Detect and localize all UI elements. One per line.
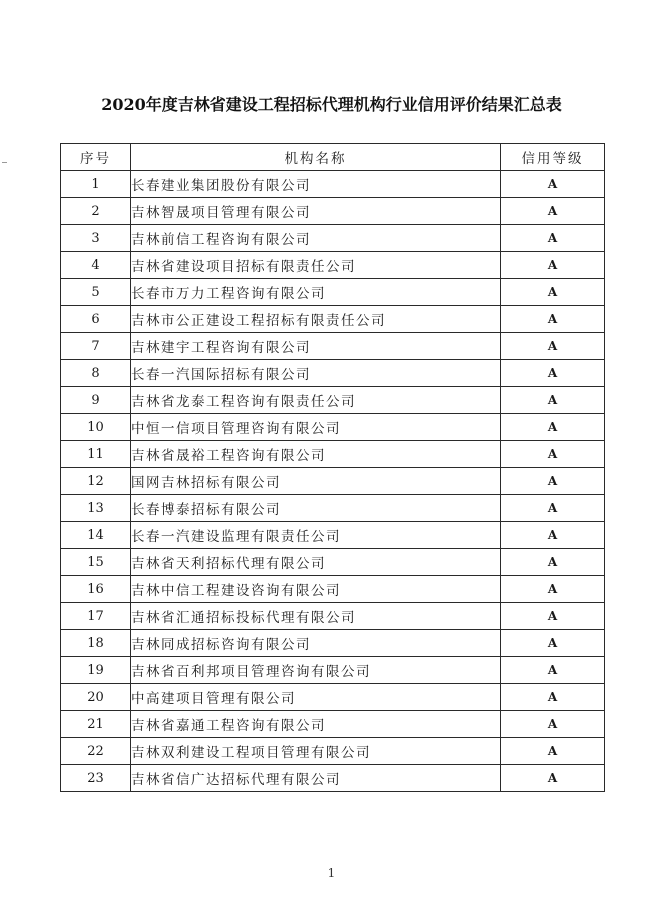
table-row [61, 657, 605, 684]
table-row [61, 630, 605, 657]
row-index: 12 [61, 468, 131, 495]
credit-grade: A [501, 252, 605, 279]
row-index: 8 [61, 360, 131, 387]
row-index: 17 [61, 603, 131, 630]
organization-name: 吉林省天利招标代理有限公司 [131, 549, 501, 576]
row-index: 1 [61, 171, 131, 198]
table-row [61, 441, 605, 468]
organization-name: 吉林省信广达招标代理有限公司 [131, 765, 501, 792]
organization-name: 吉林省百利邦项目管理咨询有限公司 [131, 657, 501, 684]
table-row [61, 360, 605, 387]
organization-name: 吉林省建设项目招标有限责任公司 [131, 252, 501, 279]
organization-name: 吉林中信工程建设咨询有限公司 [131, 576, 501, 603]
row-index: 14 [61, 522, 131, 549]
organization-name: 中恒一信项目管理咨询有限公司 [131, 414, 501, 441]
table-row [61, 603, 605, 630]
organization-name: 长春一汽国际招标有限公司 [131, 360, 501, 387]
credit-grade: A [501, 306, 605, 333]
credit-grade: A [501, 603, 605, 630]
table-row [61, 306, 605, 333]
organization-name: 吉林前信工程咨询有限公司 [131, 225, 501, 252]
row-index: 23 [61, 765, 131, 792]
row-index: 20 [61, 684, 131, 711]
table-row [61, 252, 605, 279]
table-row [61, 414, 605, 441]
table-row [61, 549, 605, 576]
table-row [61, 765, 605, 792]
credit-grade: A [501, 657, 605, 684]
page-number: 1 [327, 866, 336, 880]
table-body [61, 171, 605, 792]
organization-name: 吉林省晟裕工程咨询有限公司 [131, 441, 501, 468]
credit-grade: A [501, 414, 605, 441]
credit-grade: A [501, 360, 605, 387]
table-row [61, 684, 605, 711]
header-name: 机构名称 [131, 144, 501, 171]
credit-grade: A [501, 225, 605, 252]
row-index: 15 [61, 549, 131, 576]
credit-grade: A [501, 495, 605, 522]
row-index: 22 [61, 738, 131, 765]
table-row [61, 279, 605, 306]
table-row [61, 171, 605, 198]
credit-rating-table [60, 143, 605, 792]
row-index: 9 [61, 387, 131, 414]
table-row [61, 333, 605, 360]
table-row [61, 738, 605, 765]
credit-grade: A [501, 684, 605, 711]
row-index: 19 [61, 657, 131, 684]
document-title: 2020年度吉林省建设工程招标代理机构行业信用评价结果汇总表 [101, 95, 562, 114]
row-index: 13 [61, 495, 131, 522]
table-row [61, 468, 605, 495]
credit-grade: A [501, 171, 605, 198]
row-index: 6 [61, 306, 131, 333]
table-header-row [61, 144, 605, 171]
credit-grade: A [501, 711, 605, 738]
scan-edge-mark [2, 162, 7, 163]
credit-grade: A [501, 387, 605, 414]
row-index: 10 [61, 414, 131, 441]
organization-name: 吉林省汇通招标投标代理有限公司 [131, 603, 501, 630]
credit-grade: A [501, 630, 605, 657]
organization-name: 吉林同成招标咨询有限公司 [131, 630, 501, 657]
credit-grade: A [501, 468, 605, 495]
row-index: 21 [61, 711, 131, 738]
table-row [61, 198, 605, 225]
credit-grade: A [501, 279, 605, 306]
credit-grade: A [501, 576, 605, 603]
organization-name: 长春建业集团股份有限公司 [131, 171, 501, 198]
row-index: 11 [61, 441, 131, 468]
credit-grade: A [501, 522, 605, 549]
row-index: 7 [61, 333, 131, 360]
organization-name: 吉林省龙泰工程咨询有限责任公司 [131, 387, 501, 414]
credit-grade: A [501, 549, 605, 576]
header-index: 序号 [61, 144, 131, 171]
table-row [61, 387, 605, 414]
row-index: 5 [61, 279, 131, 306]
header-grade: 信用等级 [501, 144, 605, 171]
organization-name: 国网吉林招标有限公司 [131, 468, 501, 495]
organization-name: 长春一汽建设监理有限责任公司 [131, 522, 501, 549]
organization-name: 吉林省嘉通工程咨询有限公司 [131, 711, 501, 738]
organization-name: 吉林双利建设工程项目管理有限公司 [131, 738, 501, 765]
credit-grade: A [501, 198, 605, 225]
row-index: 3 [61, 225, 131, 252]
organization-name: 吉林建宇工程咨询有限公司 [131, 333, 501, 360]
organization-name: 吉林市公正建设工程招标有限责任公司 [131, 306, 501, 333]
table-row [61, 495, 605, 522]
table-row [61, 522, 605, 549]
row-index: 2 [61, 198, 131, 225]
table-row [61, 576, 605, 603]
organization-name: 长春市万力工程咨询有限公司 [131, 279, 501, 306]
credit-grade: A [501, 738, 605, 765]
credit-grade: A [501, 333, 605, 360]
credit-grade: A [501, 441, 605, 468]
row-index: 16 [61, 576, 131, 603]
table-row [61, 225, 605, 252]
organization-name: 吉林智晟项目管理有限公司 [131, 198, 501, 225]
credit-grade: A [501, 765, 605, 792]
table-row [61, 711, 605, 738]
row-index: 18 [61, 630, 131, 657]
organization-name: 中高建项目管理有限公司 [131, 684, 501, 711]
row-index: 4 [61, 252, 131, 279]
organization-name: 长春博泰招标有限公司 [131, 495, 501, 522]
